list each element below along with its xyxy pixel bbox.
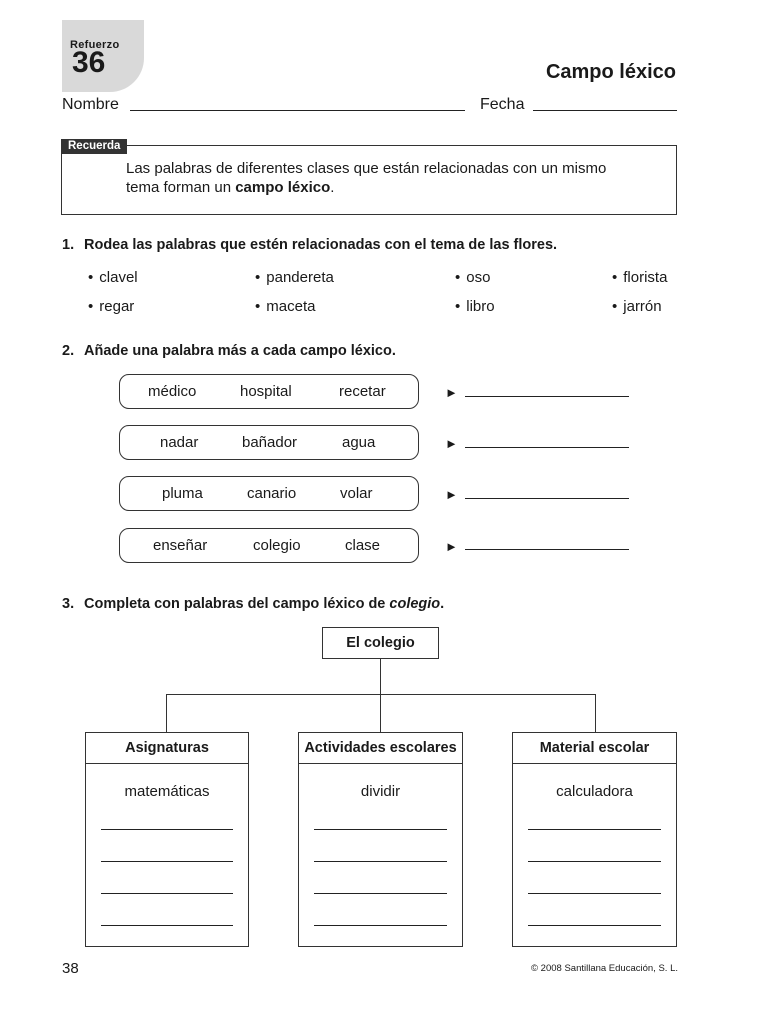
lexical-field-group <box>119 528 419 563</box>
group-word: canario <box>247 485 297 502</box>
date-field[interactable] <box>533 110 677 111</box>
category-heading: Actividades escolares <box>299 733 462 764</box>
tree-connector <box>380 659 381 694</box>
answer-field[interactable] <box>465 396 629 397</box>
arrow-icon: ► <box>445 487 458 502</box>
category-box-actividades <box>298 732 463 947</box>
word-option[interactable]: • libro <box>455 298 495 315</box>
answer-field[interactable] <box>101 861 233 862</box>
category-box-material <box>512 732 677 947</box>
answer-field[interactable] <box>528 925 661 926</box>
answer-field[interactable] <box>101 925 233 926</box>
recuerda-line-2: tema forman un campo léxico. <box>126 179 335 196</box>
category-example: matemáticas <box>124 783 210 800</box>
answer-field[interactable] <box>101 893 233 894</box>
answer-field[interactable] <box>101 829 233 830</box>
group-word: recetar <box>339 383 386 400</box>
name-label: Nombre <box>62 96 119 113</box>
answer-field[interactable] <box>465 549 629 550</box>
word-option[interactable]: • florista <box>612 269 668 286</box>
lexical-field-group <box>119 374 419 409</box>
group-word: agua <box>342 434 376 451</box>
category-heading: Asignaturas <box>86 733 248 764</box>
recuerda-line-1: Las palabras de diferentes clases que están relacionadas con un mismo <box>126 160 607 177</box>
word-option[interactable]: • clavel <box>88 269 138 286</box>
group-word: colegio <box>253 537 301 554</box>
question-2: 2. Añade una palabra más a cada campo léxico. <box>62 343 396 359</box>
word-option[interactable]: • regar <box>88 298 135 315</box>
group-word: nadar <box>160 434 199 451</box>
answer-field[interactable] <box>528 861 661 862</box>
group-word: pluma <box>162 485 203 502</box>
recuerda-keyword: campo léxico <box>235 179 331 196</box>
answer-field[interactable] <box>314 925 447 926</box>
badge-label: Refuerzo <box>70 39 120 51</box>
category-example: calculadora <box>556 783 633 800</box>
answer-field[interactable] <box>465 447 629 448</box>
arrow-icon: ► <box>445 385 458 400</box>
page-title: Campo léxico <box>545 61 676 83</box>
question-1: 1. Rodea las palabras que estén relacionadas con el tema de las flores. <box>62 237 558 253</box>
category-example: dividir <box>360 783 401 800</box>
group-word: enseñar <box>153 537 208 554</box>
answer-field[interactable] <box>314 861 447 862</box>
answer-field[interactable] <box>528 829 661 830</box>
recuerda-tag: Recuerda <box>61 139 127 154</box>
lexical-field-group <box>119 425 419 460</box>
category-box-asignaturas <box>85 732 249 947</box>
word-option[interactable]: • oso <box>455 269 491 286</box>
tree-connector <box>166 694 167 732</box>
group-word: volar <box>340 485 373 502</box>
word-option[interactable]: • jarrón <box>612 298 662 315</box>
page-number: 38 <box>62 960 79 977</box>
group-word: hospital <box>240 383 292 400</box>
tree-root: El colegio <box>322 627 439 659</box>
date-label: Fecha <box>480 96 525 113</box>
answer-field[interactable] <box>314 829 447 830</box>
name-field[interactable] <box>130 110 465 111</box>
answer-field[interactable] <box>528 893 661 894</box>
answer-field[interactable] <box>465 498 629 499</box>
category-heading: Material escolar <box>513 733 676 764</box>
badge-number: 36 <box>72 46 106 79</box>
word-option[interactable]: • pandereta <box>255 269 334 286</box>
group-word: médico <box>148 383 197 400</box>
answer-field[interactable] <box>314 893 447 894</box>
tree-connector <box>166 694 596 695</box>
tree-connector <box>380 694 381 732</box>
word-option[interactable]: • maceta <box>255 298 316 315</box>
arrow-icon: ► <box>445 436 458 451</box>
arrow-icon: ► <box>445 539 458 554</box>
lexical-field-group <box>119 476 419 511</box>
group-word: clase <box>345 537 381 554</box>
question-3-keyword: colegio <box>389 596 441 612</box>
copyright: © 2008 Santillana Educación, S. L. <box>531 963 678 974</box>
question-3: 3. Completa con palabras del campo léxico de colegio. <box>62 596 445 612</box>
tree-connector <box>595 694 596 732</box>
group-word: bañador <box>242 434 298 451</box>
recuerda-text <box>126 159 671 197</box>
